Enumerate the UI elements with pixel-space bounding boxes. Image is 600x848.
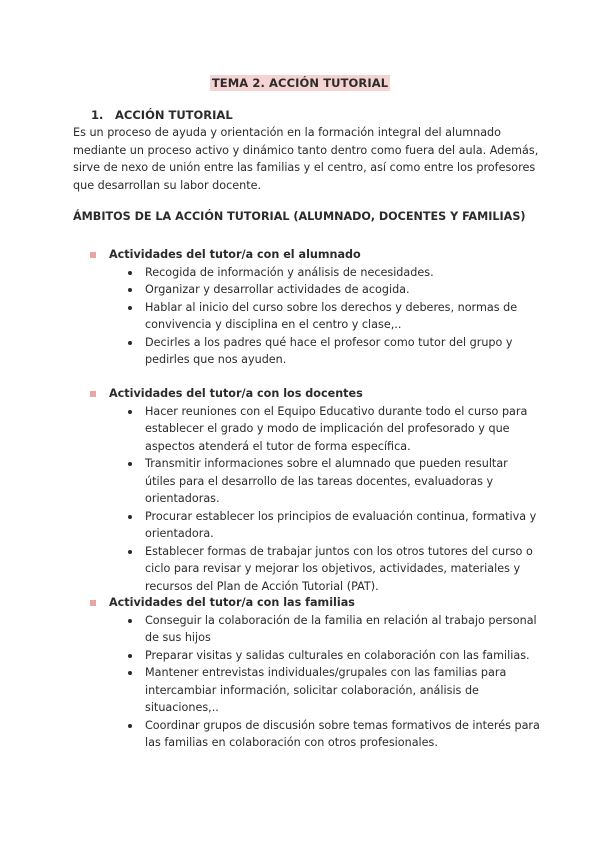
list-item: Hablar al inicio del curso sobre los derechos y deberes, normas de convivencia y disciplina en el centro y clase,.. xyxy=(90,299,540,334)
list-item: Hacer reuniones con el Equipo Educativo durante todo el curso para establecer el grado y modo de implicación del profesorado y que aspectos atenderá el tutor de forma específica. xyxy=(90,403,540,456)
list-item: Decirles a los padres qué hace el profesor como tutor del grupo y pedirles que nos ayuden. xyxy=(90,334,540,369)
section-title: Actividades del tutor/a con los docentes xyxy=(109,387,363,400)
square-bullet-icon xyxy=(90,252,96,258)
bullet-dot-icon xyxy=(128,619,132,623)
bullet-dot-icon xyxy=(128,515,132,519)
section-docentes xyxy=(90,385,540,595)
bullet-dot-icon xyxy=(128,271,132,275)
section-title: Actividades del tutor/a con las familias xyxy=(109,596,355,609)
document-title: TEMA 2. ACCIÓN TUTORIAL xyxy=(211,76,389,90)
list-item: Recogida de información y análisis de necesidades. xyxy=(90,264,540,282)
heading-number: 1. xyxy=(91,108,104,122)
section-familias xyxy=(90,594,540,752)
bullet-dot-icon xyxy=(128,341,132,345)
list-item: Transmitir informaciones sobre el alumnado que pueden resultar útiles para el desarrollo de las tareas docentes, evaluadoras y orientadoras. xyxy=(90,455,540,508)
list-item: Organizar y desarrollar actividades de acogida. xyxy=(90,281,540,299)
square-bullet-icon xyxy=(90,391,96,397)
activity-list xyxy=(90,612,540,752)
activity-list xyxy=(90,403,540,596)
bullet-dot-icon xyxy=(128,306,132,310)
bullet-dot-icon xyxy=(128,654,132,658)
section-title: Actividades del tutor/a con el alumnado xyxy=(109,248,361,261)
bullet-dot-icon xyxy=(128,550,132,554)
bullet-dot-icon xyxy=(128,288,132,292)
intro-paragraph: Es un proceso de ayuda y orientación en la formación integral del alumnado mediante un proceso activo y dinámico tanto dentro como fuera del aula. Además, sirve de nexo de unión entre las familias y el centro, así como entre los profesores que desarrollan su labor docente. xyxy=(73,126,539,192)
list-item: Conseguir la colaboración de la familia en relación al trabajo personal de sus hijos xyxy=(90,612,540,647)
ambitos-heading: ÁMBITOS DE LA ACCIÓN TUTORIAL (ALUMNADO, DOCENTES Y FAMILIAS) xyxy=(73,210,526,223)
bullet-dot-icon xyxy=(128,462,132,466)
list-item: Preparar visitas y salidas culturales en colaboración con las familias. xyxy=(90,647,540,665)
list-item: Procurar establecer los principios de evaluación continua, formativa y orientadora. xyxy=(90,508,540,543)
list-item: Coordinar grupos de discusión sobre temas formativos de interés para las familias en colaboración con otros profesionales. xyxy=(90,717,540,752)
square-bullet-icon xyxy=(90,600,96,606)
heading-text: ACCIÓN TUTORIAL xyxy=(115,108,233,122)
bullet-dot-icon xyxy=(128,671,132,675)
section-alumnado xyxy=(90,246,540,369)
bullet-dot-icon xyxy=(128,724,132,728)
section-heading-accion-tutorial xyxy=(91,108,233,122)
list-item: Establecer formas de trabajar juntos con los otros tutores del curso o ciclo para revisar y mejorar los objetivos, actividades, materiales y recursos del Plan de Acción Tutorial (PAT). xyxy=(90,543,540,596)
list-item: Mantener entrevistas individuales/grupales con las familias para intercambiar información, solicitar colaboración, análisis de situaciones,.. xyxy=(90,664,540,717)
bullet-dot-icon xyxy=(128,410,132,414)
activity-list xyxy=(90,264,540,369)
